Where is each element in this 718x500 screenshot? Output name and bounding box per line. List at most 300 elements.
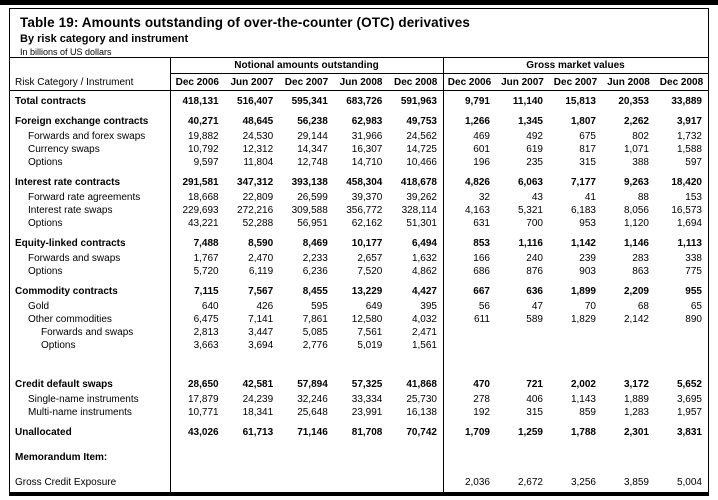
cell-value: 395: [420, 301, 437, 312]
cell-value: 71,146: [297, 427, 328, 438]
cell-value: [549, 451, 602, 464]
cell-value: 10,466: [406, 157, 437, 168]
cell-value: [279, 476, 334, 489]
cell-value: [388, 451, 443, 464]
cell-value: 10,177: [351, 238, 383, 249]
cell-value: 62,983: [351, 116, 383, 127]
cell-value: 406: [526, 394, 543, 405]
cell-value: 2,776: [302, 340, 328, 351]
row-label: Multi-name instruments: [28, 407, 132, 418]
cell-value: 1,899: [570, 286, 596, 297]
table-header: [10, 58, 708, 91]
cell-value: 817: [579, 144, 596, 155]
table-row: [10, 476, 708, 489]
cell-value: 16,138: [406, 407, 437, 418]
cell-value: 3,256: [570, 477, 596, 488]
cell-value: 32,246: [297, 394, 328, 405]
row-label: Options: [28, 157, 63, 168]
cell-value: 2,142: [623, 314, 649, 325]
cell-value: [602, 326, 655, 339]
cell-value: 1,146: [623, 238, 649, 249]
cell-value: 70,742: [406, 427, 437, 438]
cell-value: 4,427: [411, 286, 437, 297]
column-header: Dec 2007: [553, 77, 598, 88]
cell-value: 25,730: [406, 394, 437, 405]
table-row: [10, 285, 708, 298]
cell-value: 1,709: [464, 427, 490, 438]
cell-value: 4,826: [464, 177, 490, 188]
row-label: Credit default swaps: [15, 379, 113, 390]
cell-value: 7,488: [193, 238, 219, 249]
row-label: Forwards and forex swaps: [28, 131, 146, 142]
cell-value: 3,172: [623, 379, 649, 390]
cell-value: 516,407: [237, 96, 274, 107]
cell-value: 2,470: [248, 253, 274, 264]
table-row: [10, 237, 708, 250]
table-row: [10, 191, 708, 204]
cell-value: 32: [478, 192, 490, 203]
cell-value: 12,580: [351, 314, 383, 325]
column-header: Jun 2007: [501, 77, 544, 88]
cell-value: 1,632: [411, 253, 437, 264]
column-header: Jun 2008: [607, 77, 650, 88]
cell-value: [334, 451, 389, 464]
cell-value: 48,645: [242, 116, 274, 127]
cell-value: 24,530: [242, 131, 274, 142]
cell-value: 802: [632, 131, 649, 142]
table-row: [10, 406, 708, 419]
row-label: Interest rate swaps: [28, 205, 113, 216]
cell-value: 62,162: [351, 218, 383, 229]
row-label: Options: [28, 266, 63, 277]
row-label: Total contracts: [15, 96, 86, 107]
cell-value: 57,894: [297, 379, 328, 390]
cell-value: 601: [473, 144, 490, 155]
cell-value: 3,859: [623, 477, 649, 488]
cell-value: 1,732: [676, 131, 702, 142]
table-row: [10, 130, 708, 143]
cell-value: 11,804: [243, 157, 274, 168]
cell-value: 470: [473, 379, 490, 390]
cell-value: 10,792: [188, 144, 219, 155]
cell-value: 5,019: [357, 340, 383, 351]
cell-value: 11,140: [512, 96, 543, 107]
cell-value: 272,216: [237, 205, 274, 216]
cell-value: 1,767: [193, 253, 219, 264]
table-row: [10, 300, 708, 313]
table-row: [10, 426, 708, 439]
row-label: Gross Credit Exposure: [15, 477, 117, 488]
cell-value: 8,590: [248, 238, 274, 249]
cell-value: 328,114: [401, 205, 437, 216]
cell-value: 1,120: [623, 218, 649, 229]
cell-value: 6,475: [193, 314, 219, 325]
cell-value: 15,813: [565, 96, 596, 107]
page-top-rule: [0, 0, 718, 5]
cell-value: 700: [526, 218, 543, 229]
cell-value: 5,085: [302, 327, 328, 338]
cell-value: [549, 326, 602, 339]
cell-value: 51,301: [406, 218, 437, 229]
cell-value: 43,221: [188, 218, 219, 229]
cell-value: 640: [201, 301, 219, 312]
cell-value: 17,879: [188, 394, 219, 405]
cell-value: [443, 451, 496, 464]
row-label: Unallocated: [15, 427, 72, 438]
row-label: Foreign exchange contracts: [15, 116, 149, 127]
cell-value: [443, 326, 496, 339]
cell-value: 1,283: [623, 407, 649, 418]
cell-value: 595,341: [291, 96, 328, 107]
cell-value: 25,648: [297, 407, 328, 418]
cell-value: 667: [473, 286, 490, 297]
cell-value: 16,307: [351, 144, 383, 155]
cell-value: 166: [473, 253, 490, 264]
header-group-spacer: [10, 58, 170, 74]
table-row: [10, 176, 708, 189]
cell-value: 683,726: [346, 96, 383, 107]
cell-value: 2,233: [302, 253, 328, 264]
cell-value: 7,861: [302, 314, 328, 325]
row-label: Interest rate contracts: [15, 177, 121, 188]
cell-value: 903: [579, 266, 596, 277]
table-row: [10, 217, 708, 230]
row-label: Single-name instruments: [28, 394, 139, 405]
row-label: Options: [28, 218, 63, 229]
cell-value: [655, 451, 708, 464]
cell-value: 591,963: [400, 96, 437, 107]
cell-value: [655, 339, 708, 352]
cell-value: 589: [526, 314, 543, 325]
column-header: Dec 2006: [175, 77, 219, 88]
table-row: [10, 204, 708, 217]
cell-value: 611: [474, 314, 490, 325]
cell-value: 291,581: [182, 177, 219, 188]
cell-value: 81,708: [351, 427, 383, 438]
row-label: Forwards and swaps: [41, 327, 134, 338]
cell-value: 1,116: [518, 238, 543, 249]
cell-value: 649: [365, 301, 383, 312]
cell-value: [225, 476, 280, 489]
cell-value: 1,561: [411, 340, 437, 351]
cell-value: [388, 476, 443, 489]
cell-value: 686: [473, 266, 490, 277]
row-label: Equity-linked contracts: [15, 238, 126, 249]
cell-value: 7,520: [357, 266, 383, 277]
cell-value: [602, 339, 655, 352]
cell-value: 2,262: [623, 116, 649, 127]
column-group-label: Notional amounts outstanding: [170, 58, 443, 74]
cell-value: 2,036: [464, 477, 490, 488]
cell-value: 6,119: [248, 266, 274, 277]
cell-value: 2,813: [193, 327, 219, 338]
cell-value: 309,588: [291, 205, 328, 216]
cell-value: 6,494: [411, 238, 437, 249]
table-row: [10, 115, 708, 128]
cell-value: 42,581: [242, 379, 274, 390]
row-label: Options: [41, 340, 76, 351]
cell-value: 7,177: [570, 177, 596, 188]
cell-value: 57,325: [351, 379, 383, 390]
cell-value: 458,304: [346, 177, 383, 188]
table-row: [10, 156, 708, 169]
cell-value: 597: [685, 157, 702, 168]
cell-value: 31,966: [351, 131, 383, 142]
cell-value: 315: [579, 157, 596, 168]
cell-value: 43: [531, 192, 543, 203]
cell-value: 9,263: [623, 177, 649, 188]
cell-value: 56: [478, 301, 490, 312]
row-header-label: Risk Category / Instrument: [15, 77, 134, 88]
cell-value: 863: [632, 266, 649, 277]
cell-value: 2,301: [623, 427, 649, 438]
cell-value: 492: [526, 131, 543, 142]
cell-value: 2,002: [570, 379, 596, 390]
cell-value: 876: [526, 266, 543, 277]
cell-value: 5,321: [517, 205, 543, 216]
cell-value: 65: [690, 301, 702, 312]
cell-value: 192: [473, 407, 490, 418]
cell-value: [170, 476, 225, 489]
cell-value: 7,141: [248, 314, 274, 325]
table-row: [10, 451, 708, 464]
cell-value: 41: [584, 192, 596, 203]
cell-value: 39,262: [406, 192, 437, 203]
cell-value: 24,239: [242, 394, 274, 405]
cell-value: 33,334: [351, 394, 383, 405]
table-row: [10, 313, 708, 326]
cell-value: 1,588: [676, 144, 702, 155]
cell-value: 10,771: [188, 407, 219, 418]
cell-value: 3,831: [676, 427, 702, 438]
cell-value: 16,573: [671, 205, 702, 216]
cell-value: 49,753: [406, 116, 437, 127]
cell-value: 721: [526, 379, 543, 390]
cell-value: 8,056: [623, 205, 649, 216]
cell-value: 315: [526, 407, 543, 418]
cell-value: 52,288: [242, 218, 274, 229]
table-row: [10, 339, 708, 352]
cell-value: [496, 451, 549, 464]
cell-value: 955: [685, 286, 702, 297]
cell-value: 1,889: [623, 394, 649, 405]
cell-value: 9,791: [464, 96, 490, 107]
cell-value: 40,271: [188, 116, 219, 127]
row-label: Memorandum Item:: [15, 452, 108, 463]
cell-value: [496, 339, 549, 352]
cell-value: 14,725: [406, 144, 437, 155]
cell-value: 240: [526, 253, 543, 264]
cell-value: 196: [473, 157, 490, 168]
cell-value: 4,032: [411, 314, 437, 325]
cell-value: 20,353: [618, 96, 649, 107]
cell-value: 4,862: [411, 266, 437, 277]
table-title: Table 19: Amounts outstanding of over-the-counter (OTC) derivatives: [20, 15, 470, 30]
cell-value: 18,668: [188, 192, 219, 203]
cell-value: 636: [526, 286, 543, 297]
cell-value: 338: [685, 253, 702, 264]
cell-value: 24,562: [406, 131, 437, 142]
cell-value: 29,144: [297, 131, 328, 142]
cell-value: 4,163: [464, 205, 490, 216]
cell-value: [549, 339, 602, 352]
row-label: Other commodities: [28, 314, 112, 325]
cell-value: 47: [531, 301, 543, 312]
cell-value: 393,138: [291, 177, 328, 188]
row-label: Forward rate agreements: [28, 192, 141, 203]
cell-value: 5,004: [676, 477, 702, 488]
cell-value: 2,471: [411, 327, 437, 338]
cell-value: 1,807: [570, 116, 596, 127]
cell-value: 229,693: [182, 205, 219, 216]
cell-value: 619: [526, 144, 543, 155]
cell-value: 5,652: [676, 379, 702, 390]
column-divider-groups: [443, 58, 444, 495]
table-row: [10, 393, 708, 406]
cell-value: [225, 451, 280, 464]
cell-value: [655, 326, 708, 339]
column-header: Dec 2008: [393, 77, 438, 88]
column-header: Jun 2008: [339, 77, 383, 88]
table-row: [10, 95, 708, 108]
cell-value: 1,957: [676, 407, 702, 418]
column-group-label: Gross market values: [443, 58, 708, 74]
cell-value: [170, 451, 225, 464]
cell-value: 43,026: [188, 427, 219, 438]
cell-value: 595: [311, 301, 328, 312]
cell-value: 6,063: [517, 177, 543, 188]
cell-value: 347,312: [237, 177, 274, 188]
cell-value: 239: [579, 253, 596, 264]
table-row: [10, 265, 708, 278]
cell-value: 26,599: [297, 192, 328, 203]
cell-value: [496, 326, 549, 339]
cell-value: 7,567: [248, 286, 274, 297]
cell-value: 853: [473, 238, 490, 249]
cell-value: 1,694: [676, 218, 702, 229]
table-row: [10, 143, 708, 156]
cell-value: 22,809: [242, 192, 274, 203]
cell-value: 70: [584, 301, 596, 312]
cell-value: 39,370: [351, 192, 383, 203]
cell-value: [334, 476, 389, 489]
cell-value: 8,469: [302, 238, 328, 249]
cell-value: 675: [579, 131, 596, 142]
cell-value: 7,561: [357, 327, 383, 338]
cell-value: 235: [526, 157, 543, 168]
cell-value: 1,345: [517, 116, 543, 127]
column-header: Dec 2008: [659, 77, 704, 88]
table-row: [10, 252, 708, 265]
cell-value: 13,229: [351, 286, 383, 297]
cell-value: 426: [256, 301, 274, 312]
cell-value: 56,238: [297, 116, 328, 127]
cell-value: 1,071: [623, 144, 649, 155]
cell-value: 469: [473, 131, 490, 142]
cell-value: 23,991: [351, 407, 383, 418]
cell-value: [279, 451, 334, 464]
cell-value: 1,266: [464, 116, 490, 127]
cell-value: 12,748: [297, 157, 328, 168]
cell-value: 153: [685, 192, 702, 203]
table-body: [10, 91, 708, 489]
column-divider-labels: [170, 58, 171, 495]
cell-value: 41,868: [406, 379, 437, 390]
column-header: Dec 2006: [447, 77, 492, 88]
cell-value: 14,347: [297, 144, 328, 155]
cell-value: 28,650: [188, 379, 219, 390]
statistics-table: [9, 8, 709, 496]
cell-value: 1,113: [677, 238, 702, 249]
cell-value: 2,672: [517, 477, 543, 488]
table-grid: [10, 58, 708, 495]
row-label: Gold: [28, 301, 50, 312]
cell-value: [602, 451, 655, 464]
cell-value: [443, 339, 496, 352]
cell-value: 3,663: [193, 340, 219, 351]
cell-value: 12,312: [242, 144, 274, 155]
cell-value: 2,657: [357, 253, 383, 264]
header-columns: [10, 73, 708, 90]
cell-value: 3,917: [676, 116, 702, 127]
cell-value: 61,713: [242, 427, 274, 438]
cell-value: 18,341: [242, 407, 274, 418]
cell-value: 3,694: [248, 340, 274, 351]
cell-value: 6,236: [302, 266, 328, 277]
column-header: Jun 2007: [230, 77, 274, 88]
cell-value: 418,131: [182, 96, 219, 107]
cell-value: 14,710: [351, 157, 383, 168]
cell-value: 3,447: [248, 327, 274, 338]
cell-value: 9,597: [193, 157, 219, 168]
row-label: Commodity contracts: [15, 286, 118, 297]
header-groups: [10, 58, 708, 73]
cell-value: 1,143: [570, 394, 596, 405]
cell-value: 3,695: [676, 394, 702, 405]
cell-value: 418,678: [400, 177, 437, 188]
cell-value: 19,882: [188, 131, 219, 142]
table-row: [10, 378, 708, 391]
cell-value: 890: [685, 314, 702, 325]
cell-value: 283: [632, 253, 649, 264]
cell-value: 1,829: [570, 314, 596, 325]
row-label: Forwards and swaps: [28, 253, 121, 264]
cell-value: 2,209: [623, 286, 649, 297]
cell-value: 88: [637, 192, 649, 203]
table-row: [10, 326, 708, 339]
cell-value: 388: [632, 157, 649, 168]
table-subtitle: By risk category and instrument: [20, 33, 189, 45]
cell-value: 278: [473, 394, 490, 405]
cell-value: 953: [579, 218, 596, 229]
row-label: Currency swaps: [28, 144, 100, 155]
cell-value: 8,455: [302, 286, 328, 297]
cell-value: 775: [685, 266, 702, 277]
cell-value: 7,115: [194, 286, 219, 297]
cell-value: 33,889: [671, 96, 702, 107]
cell-value: 18,420: [671, 177, 702, 188]
column-header: Dec 2007: [284, 77, 329, 88]
cell-value: 68: [637, 301, 649, 312]
cell-value: 1,788: [570, 427, 596, 438]
table-title-block: [10, 9, 708, 58]
cell-value: 6,183: [570, 205, 596, 216]
cell-value: 631: [473, 218, 490, 229]
cell-value: 56,951: [297, 218, 328, 229]
cell-value: 356,772: [346, 205, 383, 216]
unit-note: In billions of US dollars: [20, 47, 112, 57]
cell-value: 5,720: [193, 266, 219, 277]
